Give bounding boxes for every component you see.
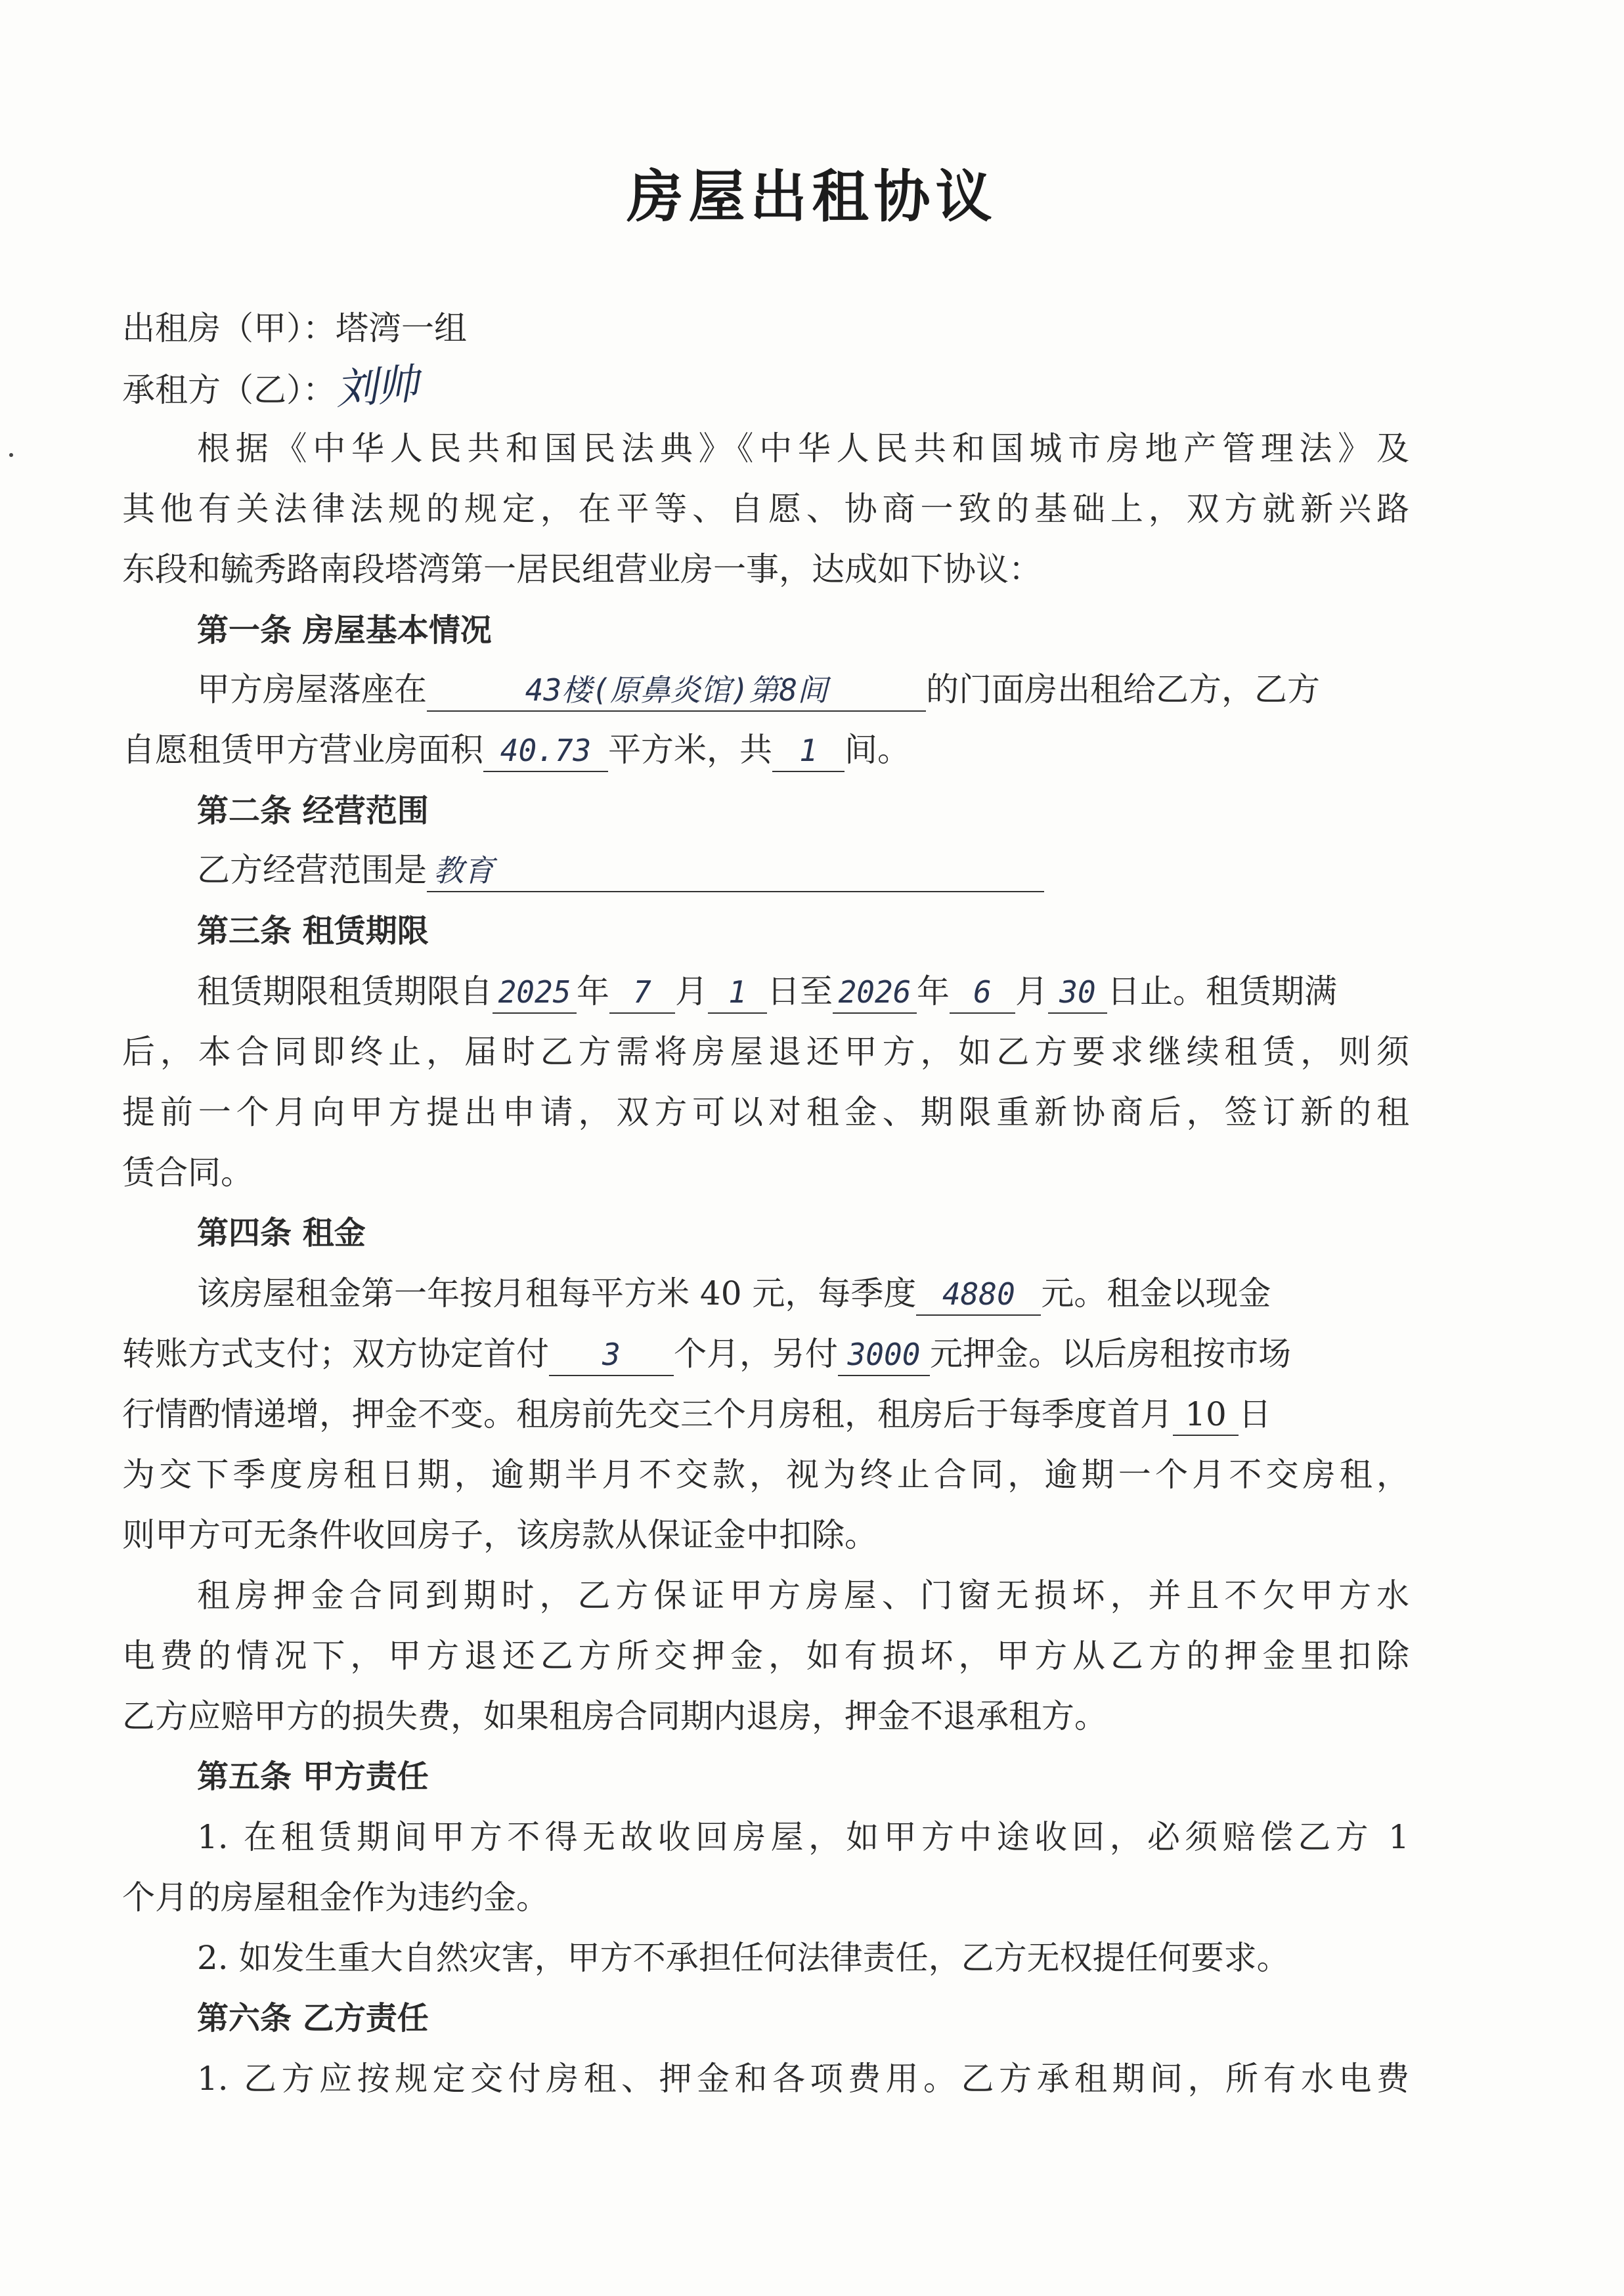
article-3-line-3: 提前一个月向甲方提出申请，双方可以对租金、期限重新协商后，签订新的租: [122, 1093, 1409, 1131]
article-4-line-3: [122, 1391, 1436, 1437]
text-segment: 年: [577, 972, 609, 1010]
article-4-line-5: 则甲方可无条件收回房子，该房款从保证金中扣除。: [122, 1516, 877, 1554]
article-6-item-1-line-1: 1. 乙方应按规定交付房租、押金和各项费用。乙方承租期间，所有水电费: [197, 2060, 1409, 2098]
end-month-field: 6: [950, 972, 1015, 1014]
rooms-field: 1: [772, 730, 845, 772]
article-3-line-2: 后，本合同即终止，届时乙方需将房屋退还甲方，如乙方要求继续租赁，则须: [122, 1033, 1409, 1071]
pay-day-field: 10: [1173, 1394, 1239, 1436]
text-segment: 甲方房屋落座在: [197, 670, 427, 708]
text-segment: 乙方经营范围是: [197, 851, 427, 889]
end-year-field: 2026: [833, 972, 917, 1014]
text-segment: 元。租金以现金: [1041, 1274, 1271, 1312]
deposit-field: 3000: [838, 1334, 930, 1376]
article-4-line-1: [197, 1270, 1438, 1316]
article-4-p2-line-3: 乙方应赔甲方的损失费，如果租房合同期内退房，押金不退承租方。: [122, 1697, 1107, 1735]
text-segment: 该房屋租金第一年按月租每平方米 40 元，每季度: [197, 1274, 917, 1312]
text-segment: 日至: [767, 972, 833, 1010]
article-2-line-1: [197, 847, 1438, 893]
end-day-field: 30: [1048, 972, 1107, 1014]
article-4-line-2: [122, 1331, 1436, 1377]
scope-field: 教育: [427, 850, 1044, 892]
text-segment: 平方米，共: [608, 731, 772, 769]
text-segment: 租赁期限租赁期限自: [197, 972, 493, 1010]
lessee-label: 承租方（乙）：: [122, 371, 336, 409]
article-1-line-1: [197, 666, 1438, 712]
lessor-line: [122, 305, 1436, 351]
area-field: 40.73: [483, 730, 608, 772]
article-2-heading: 第二条 经营范围: [197, 792, 429, 829]
text-segment: 转账方式支付；双方协定首付: [122, 1335, 549, 1373]
article-1-line-2: [122, 727, 1436, 773]
document-title: 房屋出租协议: [626, 164, 998, 230]
start-day-field: 1: [708, 972, 767, 1014]
article-4-p2-line-2: 电费的情况下，甲方退还乙方所交押金，如有损坏，甲方从乙方的押金里扣除: [122, 1637, 1409, 1675]
text-segment: 月: [1015, 972, 1048, 1010]
text-segment: 的门面房出租给乙方，乙方: [926, 670, 1320, 708]
lessor-name: 塔湾一组: [336, 309, 467, 347]
first-payment-months-field: 3: [549, 1334, 674, 1376]
location-field: 43楼(原鼻炎馆)第8间: [427, 670, 926, 712]
scan-speck: [9, 453, 13, 457]
text-segment: 日止。租赁期满: [1107, 972, 1337, 1010]
quarterly-rent-field: 4880: [916, 1274, 1041, 1316]
lessor-label: 出租房（甲）：: [122, 309, 336, 347]
article-5-item-1-line-1: 1. 在租赁期间甲方不得无故收回房屋，如甲方中途收回，必须赔偿乙方 1: [197, 1818, 1409, 1856]
intro-line-2: 其他有关法律法规的规定，在平等、自愿、协商一致的基础上，双方就新兴路: [122, 490, 1409, 528]
article-5-heading: 第五条 甲方责任: [197, 1758, 429, 1795]
article-1-heading: 第一条 房屋基本情况: [197, 612, 492, 649]
start-month-field: 7: [609, 972, 675, 1014]
article-3-heading: 第三条 租赁期限: [197, 913, 429, 949]
article-4-p2-line-1: 租房押金合同到期时，乙方保证甲方房屋、门窗无损坏，并且不欠甲方水: [197, 1576, 1409, 1614]
intro-line-1: 根据《中华人民共和国民法典》《中华人民共和国城市房地产管理法》及: [197, 429, 1409, 467]
start-year-field: 2025: [493, 972, 577, 1014]
article-4-heading: 第四条 租金: [197, 1215, 366, 1251]
article-6-heading: 第六条 乙方责任: [197, 2000, 429, 2037]
lessee-signature: 刘帅: [334, 360, 419, 415]
article-3-line-4: 赁合同。: [122, 1154, 253, 1192]
intro-line-3: 东段和毓秀路南段塔湾第一居民组营业房一事，达成如下协议：: [122, 550, 1042, 588]
article-4-line-4: 为交下季度房租日期，逾期半月不交款，视为终止合同，逾期一个月不交房租，: [122, 1456, 1409, 1494]
text-segment: 个月，另付: [674, 1335, 838, 1373]
text-segment: 元押金。以后房租按市场: [930, 1335, 1291, 1373]
article-5-item-1-line-2: 个月的房屋租金作为违约金。: [122, 1878, 549, 1917]
text-segment: 年: [917, 972, 950, 1010]
text-segment: 月: [675, 972, 708, 1010]
article-5-item-2: 2. 如发生重大自然灾害，甲方不承担任何法律责任，乙方无权提任何要求。: [197, 1939, 1290, 1977]
article-3-line-1: [197, 968, 1438, 1014]
lessee-line: [122, 360, 1436, 415]
text-segment: 自愿租赁甲方营业房面积: [122, 731, 483, 769]
text-segment: 间。: [845, 731, 910, 769]
text-segment: 日: [1239, 1395, 1271, 1433]
text-segment: 行情酌情递增，押金不变。租房前先交三个月房租，租房后于每季度首月: [122, 1395, 1173, 1433]
